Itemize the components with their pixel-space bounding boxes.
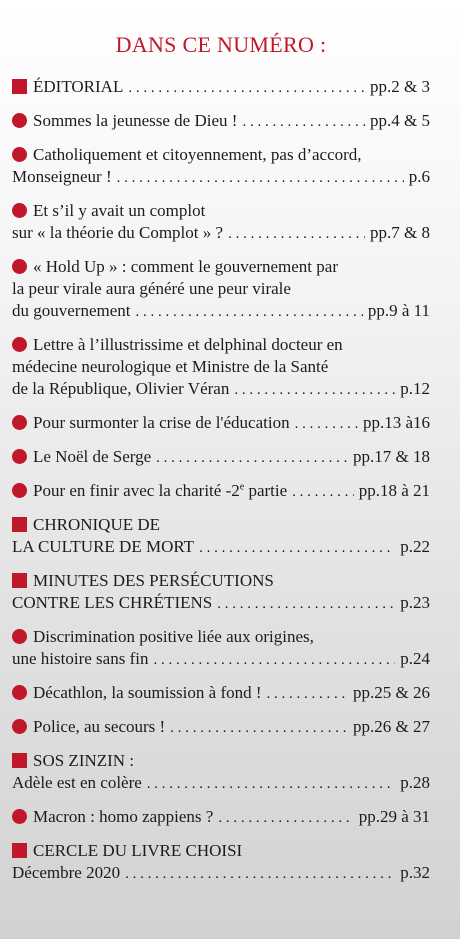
- toc-entry: [12, 750, 430, 795]
- entry-title-line: ÉDITORIAL: [33, 77, 124, 96]
- toc-entry: [12, 806, 430, 829]
- toc-entry: [12, 626, 430, 671]
- toc-entry: [12, 514, 430, 559]
- page-title: DANS CE NUMÉRO :: [115, 32, 327, 57]
- entry-title-line: Décembre 2020: [12, 863, 121, 882]
- entry-title-line: de la République, Olivier Véran: [12, 379, 230, 398]
- page-reference: pp.4 & 5: [370, 111, 430, 130]
- superscript: e: [239, 481, 245, 493]
- dot-leader: [156, 447, 348, 469]
- page-reference: pp.13 à16: [362, 413, 430, 432]
- entry-title-line: médecine neurologique et Ministre de la Santé: [12, 357, 329, 376]
- square-icon: [12, 753, 27, 768]
- dot-leader: [234, 379, 395, 401]
- page-reference: pp.9 à 11: [367, 301, 430, 320]
- entry-title-line: Lettre à l’illustrissime et delphinal docteur en: [33, 335, 343, 354]
- toc-entry: [12, 144, 430, 189]
- entry-title-line: Macron : homo zappiens ?: [33, 807, 214, 826]
- dot-leader: [128, 77, 365, 99]
- toc-entry: [12, 76, 430, 99]
- toc-entry: [12, 256, 430, 323]
- dot-leader: [267, 683, 349, 705]
- page-reference: pp.25 & 26: [353, 683, 430, 702]
- dot-icon: [12, 259, 27, 274]
- entry-title-line: Pour en finir avec la charité -2: [33, 481, 240, 500]
- entry-title-line: SOS ZINZIN :: [33, 751, 135, 770]
- page-reference: p.32: [400, 863, 430, 882]
- page-reference: p.23: [400, 593, 430, 612]
- dot-leader: [153, 649, 395, 671]
- toc-entry: [12, 334, 430, 401]
- dot-icon: [12, 203, 27, 218]
- toc-entry: [12, 110, 430, 133]
- dot-icon: [12, 685, 27, 700]
- toc-entry: [12, 570, 430, 615]
- dot-leader: [218, 807, 353, 829]
- dot-leader: [295, 413, 358, 435]
- dot-leader: [292, 481, 354, 503]
- table-of-contents: [12, 76, 430, 885]
- dot-leader: [117, 167, 404, 189]
- entry-title-line: Pour surmonter la crise de l'éducation: [33, 413, 290, 432]
- dot-icon: [12, 629, 27, 644]
- page-reference: p.24: [400, 649, 430, 668]
- dot-icon: [12, 415, 27, 430]
- toc-entry: [12, 716, 430, 739]
- page-reference: p.28: [400, 773, 430, 792]
- entry-title-line: CHRONIQUE DE: [33, 515, 161, 534]
- entry-title-line: Décathlon, la soumission à fond !: [33, 683, 262, 702]
- dot-leader: [217, 593, 395, 615]
- dot-icon: [12, 147, 27, 162]
- dot-leader: [147, 773, 395, 795]
- dot-leader: [228, 223, 365, 245]
- toc-entry: [12, 840, 430, 885]
- entry-title-line: une histoire sans fin: [12, 649, 149, 668]
- entry-title-line: CONTRE LES CHRÉTIENS: [12, 593, 213, 612]
- entry-title-line: sur « la théorie du Complot » ?: [12, 223, 224, 242]
- entry-title-line: CERCLE DU LIVRE CHOISI: [33, 841, 243, 860]
- dot-leader: [136, 301, 363, 323]
- page-reference: pp.29 à 31: [358, 807, 430, 826]
- entry-title-line: Le Noël de Serge: [33, 447, 152, 466]
- dot-icon: [12, 483, 27, 498]
- dot-leader: [170, 717, 348, 739]
- entry-title-line: Sommes la jeunesse de Dieu !: [33, 111, 238, 130]
- page-reference: pp.18 à 21: [358, 481, 430, 500]
- toc-entry: [12, 446, 430, 469]
- dot-leader: [242, 111, 365, 133]
- page-reference: p.22: [400, 537, 430, 556]
- dot-icon: [12, 113, 27, 128]
- dot-icon: [12, 809, 27, 824]
- dot-icon: [12, 337, 27, 352]
- page-reference: p.12: [400, 379, 430, 398]
- entry-title-line: LA CULTURE DE MORT: [12, 537, 195, 556]
- entry-title-line: la peur virale aura généré une peur virale: [12, 279, 291, 298]
- square-icon: [12, 79, 27, 94]
- dot-leader: [199, 537, 395, 559]
- toc-entry: [12, 480, 430, 503]
- dot-icon: [12, 719, 27, 734]
- entry-title-line: « Hold Up » : comment le gouvernement par: [33, 257, 338, 276]
- entry-title-line: MINUTES DES PERSÉCUTIONS: [33, 571, 274, 590]
- entry-title-suffix: partie: [244, 481, 288, 500]
- page-reference: pp.17 & 18: [353, 447, 430, 466]
- entry-title-line: du gouvernement: [12, 301, 131, 320]
- square-icon: [12, 517, 27, 532]
- toc-entry: [12, 200, 430, 245]
- square-icon: [12, 843, 27, 858]
- entry-title-line: Police, au secours !: [33, 717, 166, 736]
- dot-icon: [12, 449, 27, 464]
- page-reference: pp.26 & 27: [353, 717, 430, 736]
- toc-entry: [12, 412, 430, 435]
- entry-title-line: Discrimination positive liée aux origines,: [33, 627, 314, 646]
- entry-title-line: Catholiquement et citoyennement, pas d’accord,: [33, 145, 362, 164]
- page-reference: pp.2 & 3: [370, 77, 430, 96]
- entry-title-line: Monseigneur !: [12, 167, 112, 186]
- dot-leader: [125, 863, 395, 885]
- toc-entry: [12, 682, 430, 705]
- square-icon: [12, 573, 27, 588]
- entry-title-line: Adèle est en colère: [12, 773, 142, 792]
- page-reference: pp.7 & 8: [370, 223, 430, 242]
- page-reference: p.6: [408, 167, 430, 186]
- entry-title-line: Et s’il y avait un complot: [33, 201, 206, 220]
